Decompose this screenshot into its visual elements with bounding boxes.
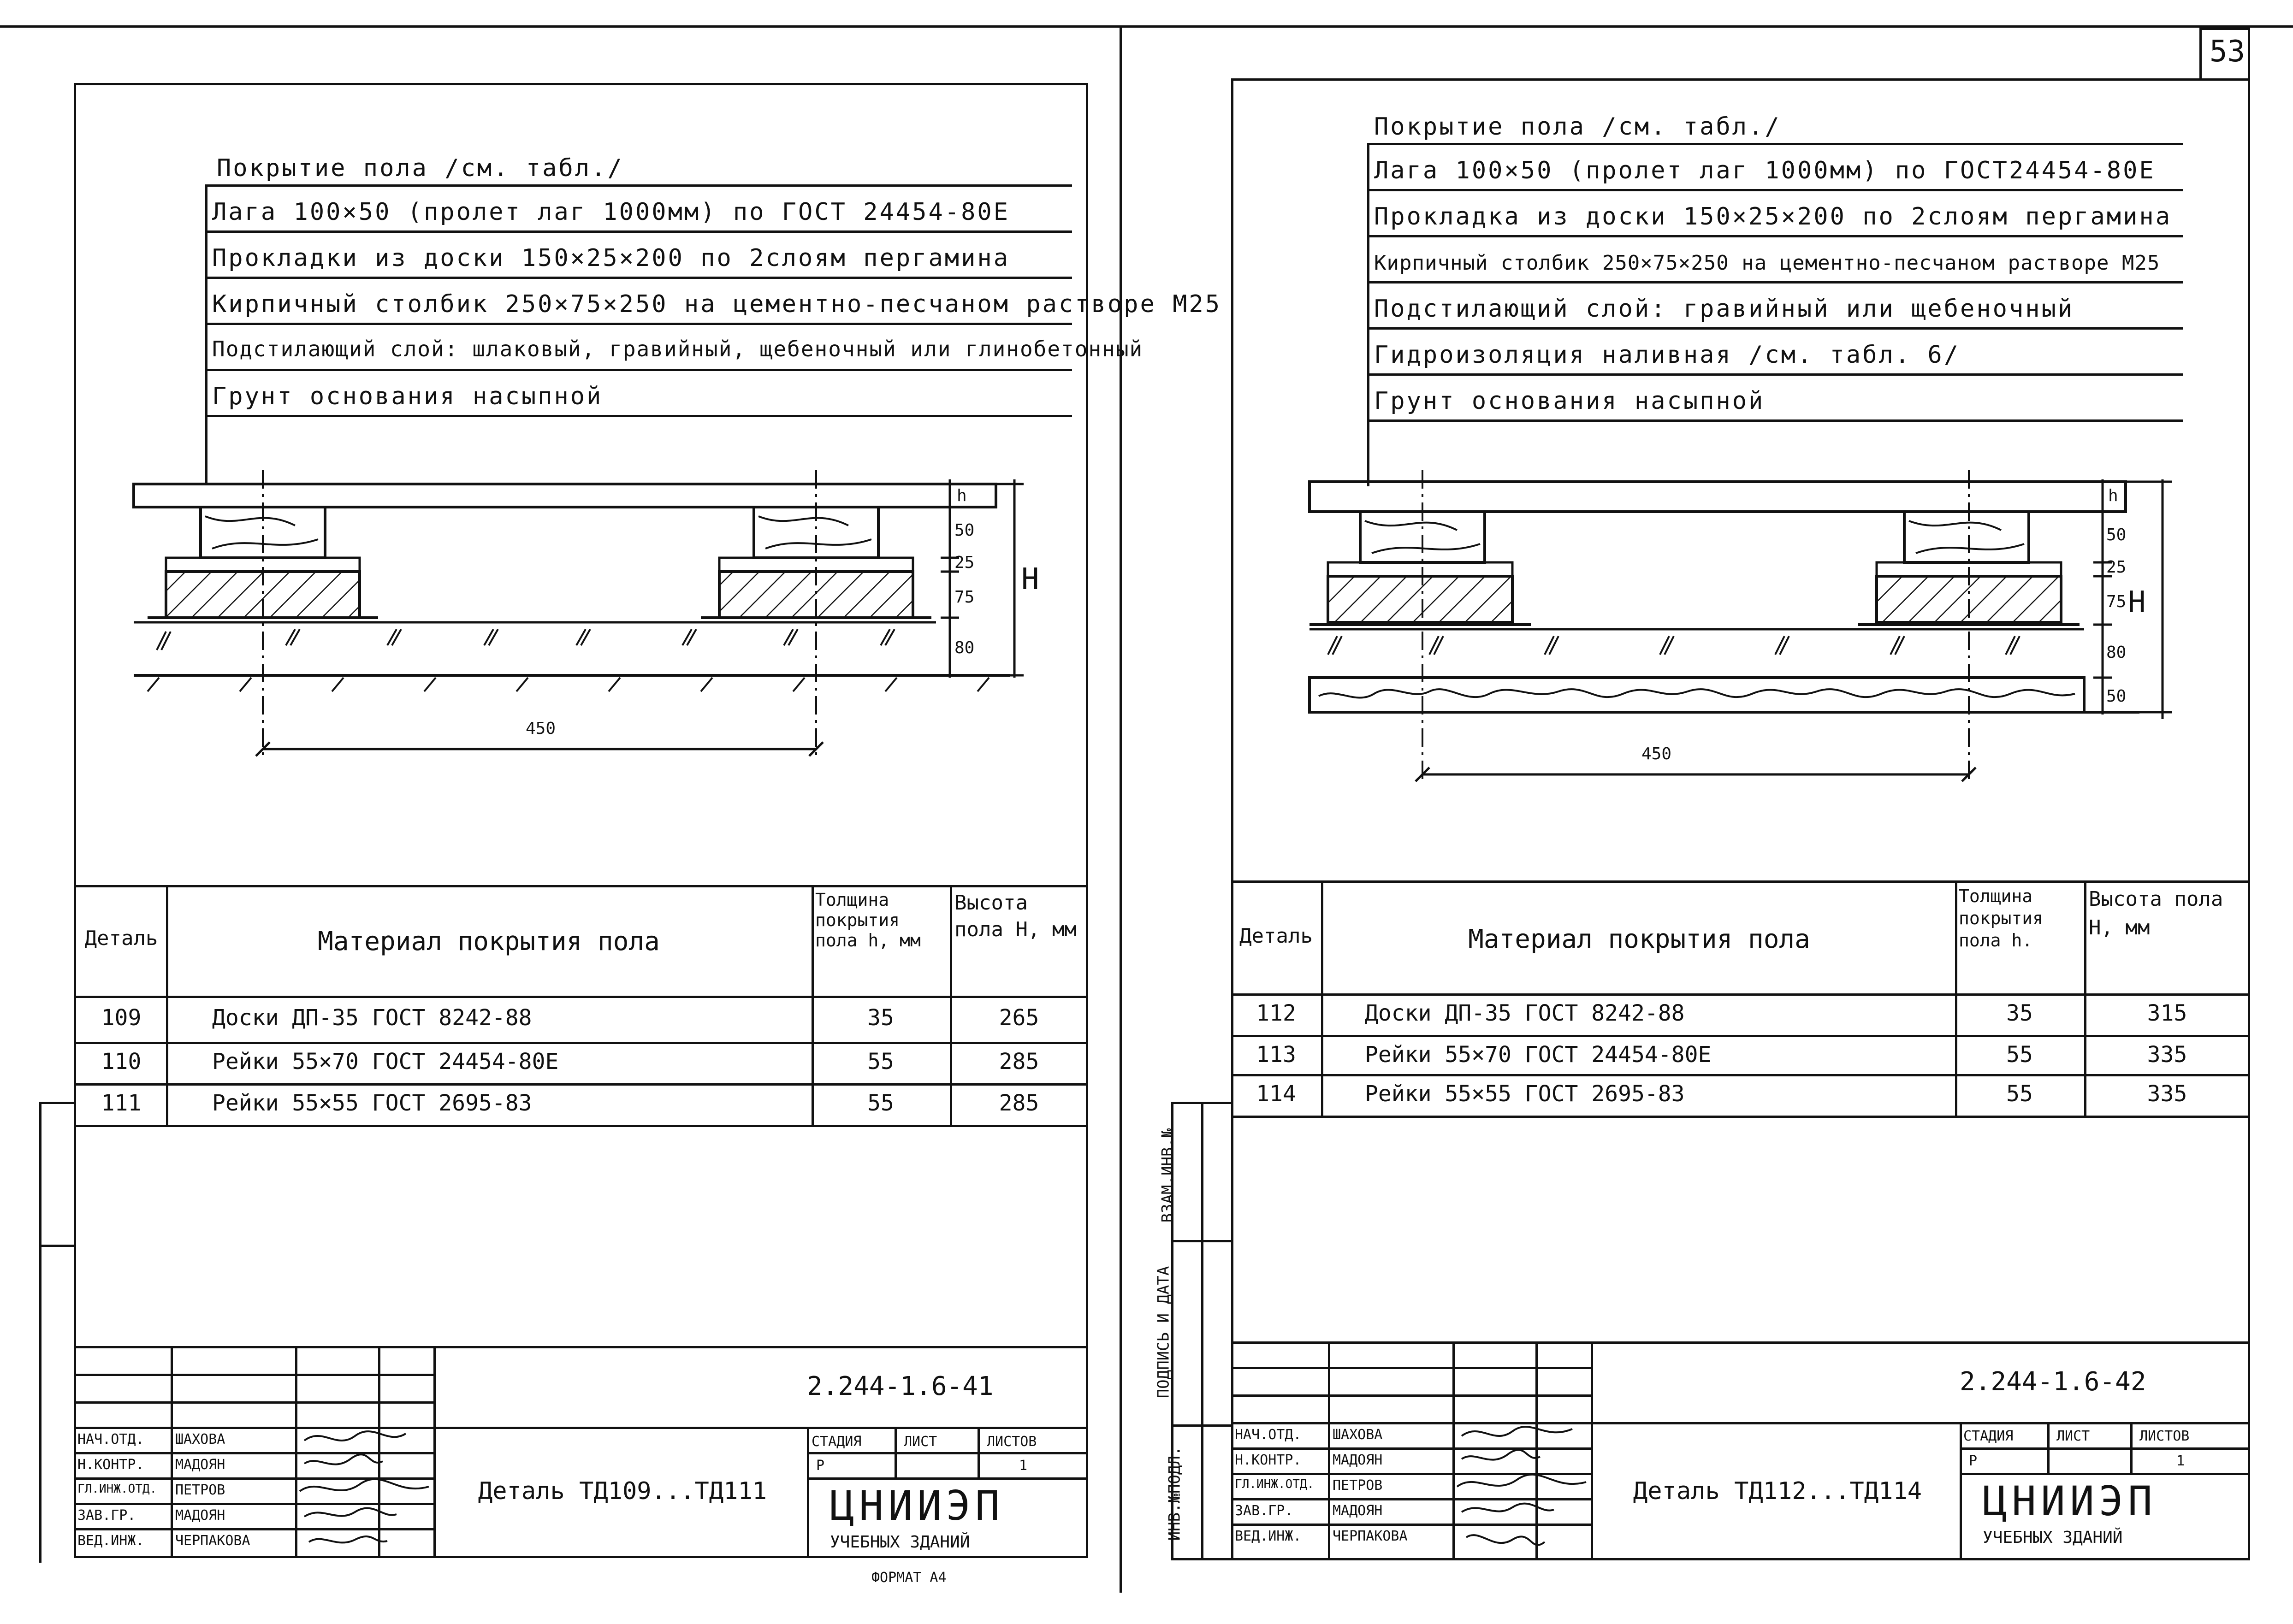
side-stamp-vzam: ВЗАМ.ИНВ.№ <box>1158 1128 1177 1223</box>
right-tb-name: ПЕТРОВ <box>1333 1477 1383 1494</box>
left-row-thickness: 35 <box>867 1005 894 1031</box>
left-table-top <box>74 885 1088 887</box>
left-tb-stage-label: СТАДИЯ <box>812 1434 862 1450</box>
left-th-detail: Деталь <box>84 927 158 950</box>
left-tb-code: 2.244-1.6-41 <box>807 1371 994 1401</box>
left-dim-H: H <box>1021 562 1039 596</box>
right-tb-name: ШАХОВА <box>1333 1427 1383 1443</box>
right-th-thickness: Толщина покрытия пола h. <box>1959 886 2044 951</box>
right-tb-sheet-label: ЛИСТ <box>2056 1428 2090 1444</box>
right-tb-line <box>1231 1422 2250 1424</box>
left-tb-col <box>433 1346 436 1558</box>
right-tb-role: ВЕД.ИНЖ. <box>1235 1528 1302 1544</box>
right-layer-label: Покрытие пола /см. табл./ <box>1374 113 1781 141</box>
left-layer-label: Грунт основания насыпной <box>212 383 603 410</box>
right-tb-col <box>1591 1341 1593 1560</box>
right-row-height: 315 <box>2147 1000 2187 1026</box>
left-table-bottom <box>74 1125 1088 1127</box>
left-dim-span: 450 <box>526 719 556 738</box>
right-tb-stage: Р <box>1969 1453 1978 1469</box>
left-tb-name: МАДОЯН <box>175 1507 225 1524</box>
left-row-detail: 111 <box>101 1090 142 1116</box>
left-row-height: 285 <box>999 1049 1039 1075</box>
left-table-row-line <box>74 1083 1088 1086</box>
left-row-detail: 109 <box>101 1005 142 1031</box>
right-tb-col <box>2130 1422 2133 1473</box>
right-floor-section <box>0 0 2293 807</box>
right-dim-span: 450 <box>1641 744 1672 763</box>
right-row-material: Доски ДП-35 ГОСТ 8242-88 <box>1365 1000 1685 1026</box>
left-dim-75: 75 <box>954 588 975 607</box>
right-signatures <box>1452 1422 1591 1560</box>
left-th-material: Материал покрытия пола <box>318 927 660 957</box>
left-tb-name: ШАХОВА <box>175 1431 225 1447</box>
right-tb-code: 2.244-1.6-42 <box>1960 1367 2146 1397</box>
right-tb-col <box>1328 1341 1330 1560</box>
left-row-material: Доски ДП-35 ГОСТ 8242-88 <box>212 1005 532 1031</box>
right-table-bottom <box>1231 1116 2250 1118</box>
left-binding-tick <box>39 1245 75 1247</box>
right-tb-org: ЦНИИЭП <box>1983 1477 2157 1525</box>
left-row-height: 285 <box>999 1090 1039 1116</box>
left-tb-role: ГЛ.ИНЖ.ОТД. <box>77 1482 157 1496</box>
right-joist <box>1904 512 2029 562</box>
right-table-row-line <box>1231 1074 2250 1076</box>
right-tb-sheets-label: ЛИСТОВ <box>2139 1428 2190 1444</box>
right-tb-name: МАДОЯН <box>1333 1452 1383 1468</box>
right-side-stamp-line <box>1171 1240 1233 1242</box>
right-row-material: Рейки 55×55 ГОСТ 2695-83 <box>1365 1081 1685 1107</box>
left-layer-label: Подстилающий слой: шлаковый, гравийный, щебеночный или глинобетонный <box>212 337 1144 361</box>
right-dim-80: 80 <box>2106 643 2127 662</box>
left-tb-org: ЦНИИЭП <box>830 1482 1004 1530</box>
left-table-row-line <box>74 1042 1088 1044</box>
right-tb-col <box>1960 1422 1962 1560</box>
left-tb-col <box>807 1427 809 1558</box>
right-row-detail: 114 <box>1256 1081 1296 1107</box>
left-tb-sheets: 1 <box>1019 1458 1028 1474</box>
left-tb-name: ЧЕРПАКОВА <box>175 1533 250 1549</box>
right-dim-25: 25 <box>2106 558 2127 577</box>
right-table-col <box>1955 880 1957 1116</box>
left-layer-label: Покрытие пола /см. табл./ <box>217 154 624 182</box>
left-row-thickness: 55 <box>867 1090 894 1116</box>
left-tb-org-sub: УЧЕБНЫХ ЗДАНИЙ <box>830 1533 970 1552</box>
left-binding-tick <box>39 1102 75 1104</box>
right-table-row-line <box>1231 1035 2250 1037</box>
right-row-detail: 112 <box>1256 1000 1296 1026</box>
left-layer-label: Лага 100×50 (пролет лаг 1000мм) по ГОСТ 24454-80Е <box>212 198 1010 226</box>
left-row-detail: 110 <box>101 1049 142 1075</box>
right-table-col <box>1321 880 1323 1116</box>
left-th-thickness: Толщина покрытия пола h, мм <box>815 890 921 951</box>
right-th-detail: Деталь <box>1239 924 1313 948</box>
left-tb-sheet-label: ЛИСТ <box>904 1434 937 1450</box>
left-tb-sheets-label: ЛИСТОВ <box>987 1434 1037 1450</box>
left-tb-stage: Р <box>816 1458 825 1474</box>
left-tb-line <box>74 1427 1088 1429</box>
side-stamp-podpis: ПОДПИСЬ И ДАТА <box>1154 1266 1173 1399</box>
right-row-height: 335 <box>2147 1042 2187 1068</box>
right-tb-top <box>1231 1341 2250 1344</box>
right-layer-label: Кирпичный столбик 250×75×250 на цементно-песчаном растворе М25 <box>1374 251 2160 275</box>
right-side-stamp-line <box>1171 1424 1233 1427</box>
right-table-col <box>2084 880 2086 1116</box>
right-dim-75: 75 <box>2106 592 2127 611</box>
left-tb-line <box>807 1452 1088 1454</box>
right-floor-covering <box>1309 482 2126 512</box>
right-th-material: Материал покрытия пола <box>1468 924 1810 954</box>
left-tb-role: ВЕД.ИНЖ. <box>77 1533 144 1549</box>
left-dim-25: 25 <box>954 553 975 572</box>
left-tb-col <box>895 1427 897 1477</box>
right-table-top <box>1231 880 2250 883</box>
left-layer-label: Прокладки из доски 150×25×200 по 2слоям пергамина <box>212 244 1010 272</box>
left-row-material: Рейки 55×70 ГОСТ 24454-80Е <box>212 1049 559 1075</box>
right-tb-role: Н.КОНТР. <box>1235 1452 1302 1468</box>
right-row-thickness: 55 <box>2006 1081 2033 1107</box>
left-signatures <box>295 1427 433 1560</box>
right-th-height: Высота пола H, мм <box>2089 887 2223 939</box>
right-tb-line <box>1960 1473 2250 1475</box>
left-tb-col <box>978 1427 980 1477</box>
left-binding-line <box>39 1102 41 1563</box>
side-stamp-inv: ИНВ.№ПОДЛ. <box>1165 1446 1184 1541</box>
right-pad <box>1328 562 1512 576</box>
right-tb-name: ЧЕРПАКОВА <box>1333 1528 1408 1544</box>
right-layer-label: Гидроизоляция наливная /см. табл. 6/ <box>1374 341 1961 369</box>
left-dim-h: h <box>957 486 967 505</box>
right-tb-role: ЗАВ.ГР. <box>1235 1503 1293 1519</box>
left-tb-col <box>171 1346 173 1558</box>
format-label: ФОРМАТ А4 <box>871 1570 947 1586</box>
right-row-thickness: 55 <box>2006 1042 2033 1068</box>
left-dim-80: 80 <box>954 638 975 657</box>
left-table-col <box>166 885 168 1125</box>
left-tb-title: Деталь ТД109...ТД111 <box>478 1477 767 1505</box>
left-tb-name: ПЕТРОВ <box>175 1482 225 1498</box>
left-row-material: Рейки 55×55 ГОСТ 2695-83 <box>212 1090 532 1116</box>
right-layer-label: Прокладка из доски 150×25×200 по 2слоям пергамина <box>1374 203 2172 230</box>
right-tb-sheets: 1 <box>2176 1453 2185 1469</box>
right-tb-line <box>1960 1447 2250 1450</box>
right-tb-org-sub: УЧЕБНЫХ ЗДАНИЙ <box>1983 1528 2123 1547</box>
right-tb-title: Деталь ТД112...ТД114 <box>1633 1477 1922 1505</box>
left-tb-top <box>74 1346 1088 1348</box>
right-tb-stage-label: СТАДИЯ <box>1963 1428 2014 1444</box>
left-th-height: Высота пола H, мм <box>954 891 1077 941</box>
right-layer-label: Лага 100×50 (пролет лаг 1000мм) по ГОСТ24454-80Е <box>1374 157 2156 184</box>
left-tb-role: ЗАВ.ГР. <box>77 1507 136 1524</box>
right-row-thickness: 35 <box>2006 1000 2033 1026</box>
right-layer-label: Подстилающий слой: гравийный или щебеночный <box>1374 295 2074 323</box>
left-tb-role: Н.КОНТР. <box>77 1457 144 1473</box>
right-dim-H: H <box>2128 585 2146 620</box>
right-dim-50b: 50 <box>2106 687 2127 706</box>
left-row-thickness: 55 <box>867 1049 894 1075</box>
right-tb-name: МАДОЯН <box>1333 1503 1383 1519</box>
left-row-height: 265 <box>999 1005 1039 1031</box>
right-side-stamp-divider <box>1201 1102 1203 1560</box>
right-row-material: Рейки 55×70 ГОСТ 24454-80Е <box>1365 1042 1712 1068</box>
page-number: 53 <box>2210 35 2246 69</box>
right-tb-col <box>2047 1422 2050 1473</box>
left-table-header-bottom <box>74 996 1088 998</box>
right-brick-post <box>1328 576 1512 622</box>
right-layer-label: Грунт основания насыпной <box>1374 387 1765 415</box>
left-tb-line <box>807 1477 1088 1480</box>
right-tb-role: НАЧ.ОТД. <box>1235 1427 1302 1443</box>
left-tb-role: НАЧ.ОТД. <box>77 1431 144 1447</box>
left-tb-name: МАДОЯН <box>175 1457 225 1473</box>
right-row-height: 335 <box>2147 1081 2187 1107</box>
right-dim-50: 50 <box>2106 526 2127 544</box>
right-tb-role: ГЛ.ИНЖ.ОТД. <box>1235 1477 1315 1491</box>
right-row-detail: 113 <box>1256 1042 1296 1068</box>
left-layer-label: Кирпичный столбик 250×75×250 на цементно-песчаном растворе М25 <box>212 290 1222 318</box>
left-dim-50: 50 <box>954 521 975 540</box>
right-table-header-bottom <box>1231 993 2250 996</box>
right-dim-h: h <box>2108 486 2118 505</box>
